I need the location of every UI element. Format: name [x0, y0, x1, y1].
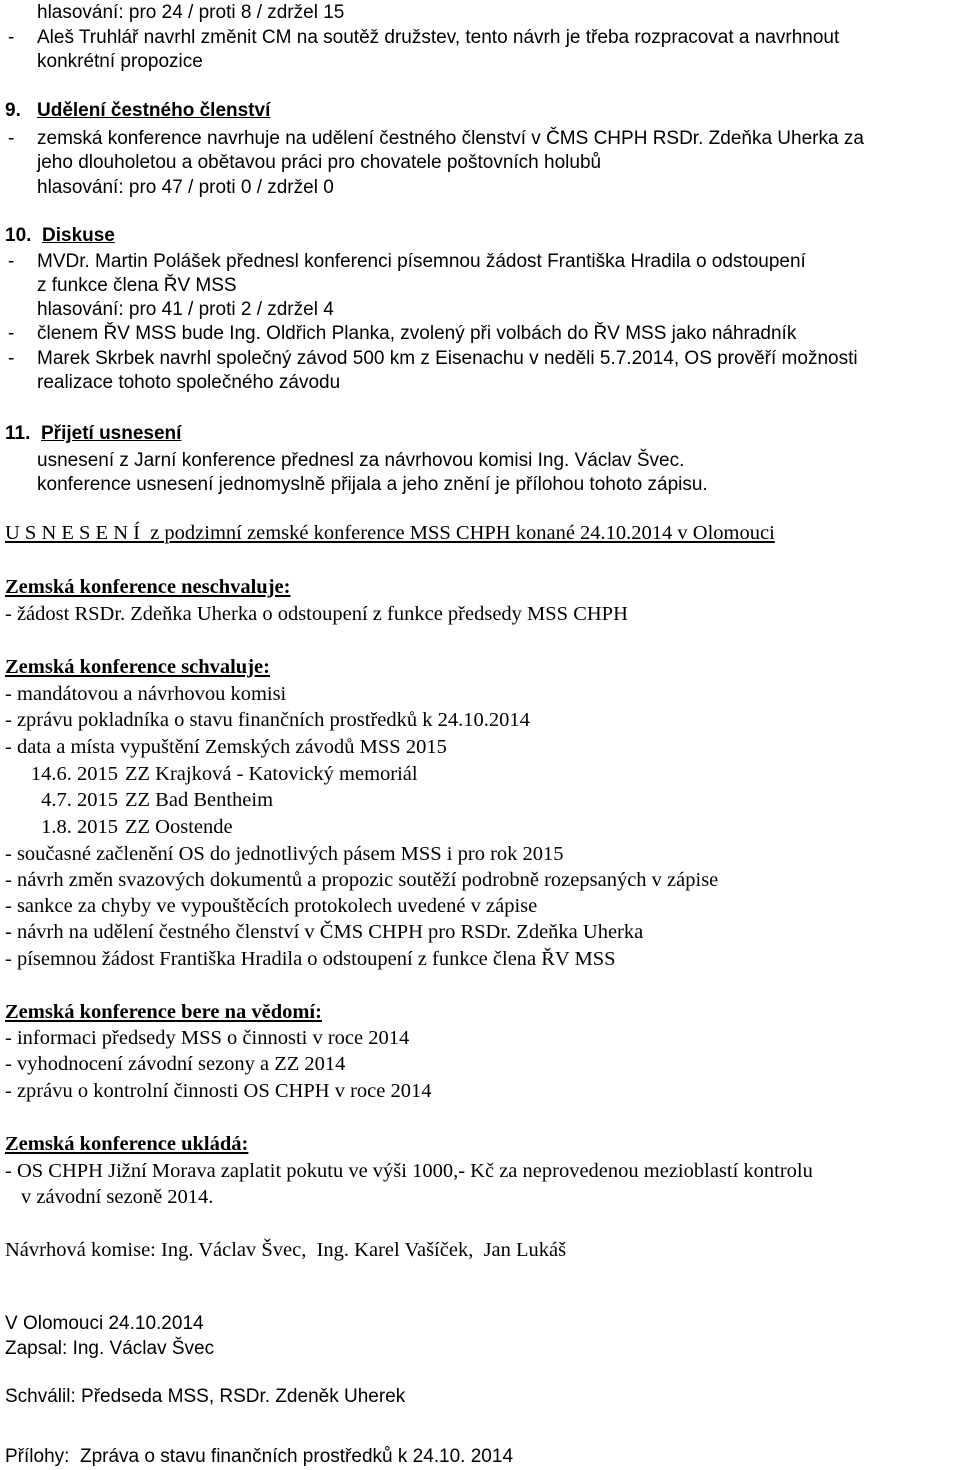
place-date: V Olomouci 24.10.2014 — [5, 1313, 204, 1334]
resolution-title: U S N E S E N Í z podzimní zemské konference MSS CHPH konané 24.10.2014 v Olomouci — [5, 522, 775, 544]
race-name: ZZ Krajková - Katovický memoriál — [125, 763, 418, 785]
list-item-text: členem ŘV MSS bude Ing. Oldřich Planka, zvolený při volbách do ŘV MSS jako náhradník — [37, 323, 797, 344]
paragraph-line: usnesení z Jarní konference přednesl za návrhovou komisi Ing. Václav Švec. — [37, 450, 685, 471]
list-item-text: konkrétní propozice — [37, 51, 203, 72]
committee-line: Návrhová komise: Ing. Václav Švec, Ing. Karel Vašíček, Jan Lukáš — [5, 1239, 567, 1261]
resolution-item: - vyhodnocení závodní sezony a ZZ 2014 — [5, 1053, 346, 1075]
list-dash: - — [8, 348, 15, 369]
resolution-item: - mandátovou a návrhovou komisi — [5, 683, 287, 705]
resolution-item: - návrh změn svazových dokumentů a propozic soutěží podrobně rozepsaných v zápise — [5, 869, 719, 891]
section-number: 11. — [5, 423, 31, 444]
section-number: 9. — [5, 100, 21, 121]
paragraph-line: konference usnesení jednomyslně přijala a jeho znění je přílohou tohoto zápisu. — [37, 474, 708, 495]
resolution-heading: Zemská konference ukládá: — [5, 1133, 249, 1155]
resolution-item: - zprávu pokladníka o stavu finančních prostředků k 24.10.2014 — [5, 709, 530, 731]
race-date: 14.6. 2015 — [30, 763, 118, 785]
section-title: Přijetí usnesení — [41, 423, 182, 444]
list-dash: - — [8, 251, 15, 272]
recorded-by: Zapsal: Ing. Václav Švec — [5, 1338, 215, 1359]
list-item-text: realizace tohoto společného závodu — [37, 372, 341, 393]
resolution-item: - současné začlenění OS do jednotlivých pásem MSS i pro rok 2015 — [5, 843, 564, 865]
vote-result: hlasování: pro 41 / proti 2 / zdržel 4 — [37, 299, 334, 320]
vote-result: hlasování: pro 47 / proti 0 / zdržel 0 — [37, 177, 334, 198]
list-item-text: zemská konference navrhuje na udělení čestného členství v ČMS CHPH RSDr. Zdeňka Uherka za — [37, 128, 864, 149]
list-item-text: MVDr. Martin Polášek přednesl konferenci písemnou žádost Františka Hradila o odstoupení — [37, 251, 806, 272]
list-item-text: Marek Skrbek navrhl společný závod 500 km z Eisenachu v neděli 5.7.2014, OS prověří možnosti — [37, 348, 858, 369]
resolution-heading: Zemská konference bere na vědomí: — [5, 1001, 322, 1023]
race-name: ZZ Bad Bentheim — [125, 789, 274, 811]
resolution-item: - data a místa vypuštění Zemských závodů MSS 2015 — [5, 736, 447, 758]
list-item-text: jeho dlouholetou a obětavou práci pro chovatele poštovních holubů — [37, 152, 602, 173]
attachments-line: Přílohy: Zpráva o stavu finančních prostředků k 24.10. 2014 — [5, 1446, 514, 1467]
resolution-item: - písemnou žádost Františka Hradila o odstoupení z funkce člena ŘV MSS — [5, 948, 616, 970]
section-title: Udělení čestného členství — [37, 100, 271, 121]
resolution-item: v závodní sezoně 2014. — [21, 1186, 214, 1208]
list-item-text: Aleš Truhlář navrhl změnit CM na soutěž družstev, tento návrh je třeba rozpracovat a navrhnout — [37, 27, 840, 48]
resolution-heading: Zemská konference schvaluje: — [5, 656, 270, 678]
list-dash: - — [8, 27, 15, 48]
resolution-item: - informaci předsedy MSS o činnosti v roce 2014 — [5, 1027, 410, 1049]
resolution-item: - návrh na udělení čestného členství v ČMS CHPH pro RSDr. Zdeňka Uherka — [5, 921, 644, 943]
resolution-item: - OS CHPH Jižní Morava zaplatit pokutu ve výši 1000,- Kč za neprovedenou mezioblastí kontrolu — [5, 1160, 813, 1182]
list-item-text: z funkce člena ŘV MSS — [37, 275, 237, 296]
list-dash: - — [8, 128, 15, 149]
race-date: 4.7. 2015 — [41, 789, 118, 811]
approved-by: Schválil: Předseda MSS, RSDr. Zdeněk Uherek — [5, 1386, 406, 1407]
vote-result: hlasování: pro 24 / proti 8 / zdržel 15 — [37, 2, 345, 23]
resolution-heading: Zemská konference neschvaluje: — [5, 576, 291, 598]
section-number: 10. — [5, 225, 32, 246]
section-title: Diskuse — [42, 225, 115, 246]
race-name: ZZ Oostende — [125, 816, 233, 838]
resolution-item: - sankce za chyby ve vypouštěcích protokolech uvedené v zápise — [5, 895, 538, 917]
race-date: 1.8. 2015 — [41, 816, 118, 838]
list-dash: - — [8, 323, 15, 344]
resolution-item: - zprávu o kontrolní činnosti OS CHPH v roce 2014 — [5, 1080, 432, 1102]
resolution-item: - žádost RSDr. Zdeňka Uherka o odstoupení z funkce předsedy MSS CHPH — [5, 603, 628, 625]
